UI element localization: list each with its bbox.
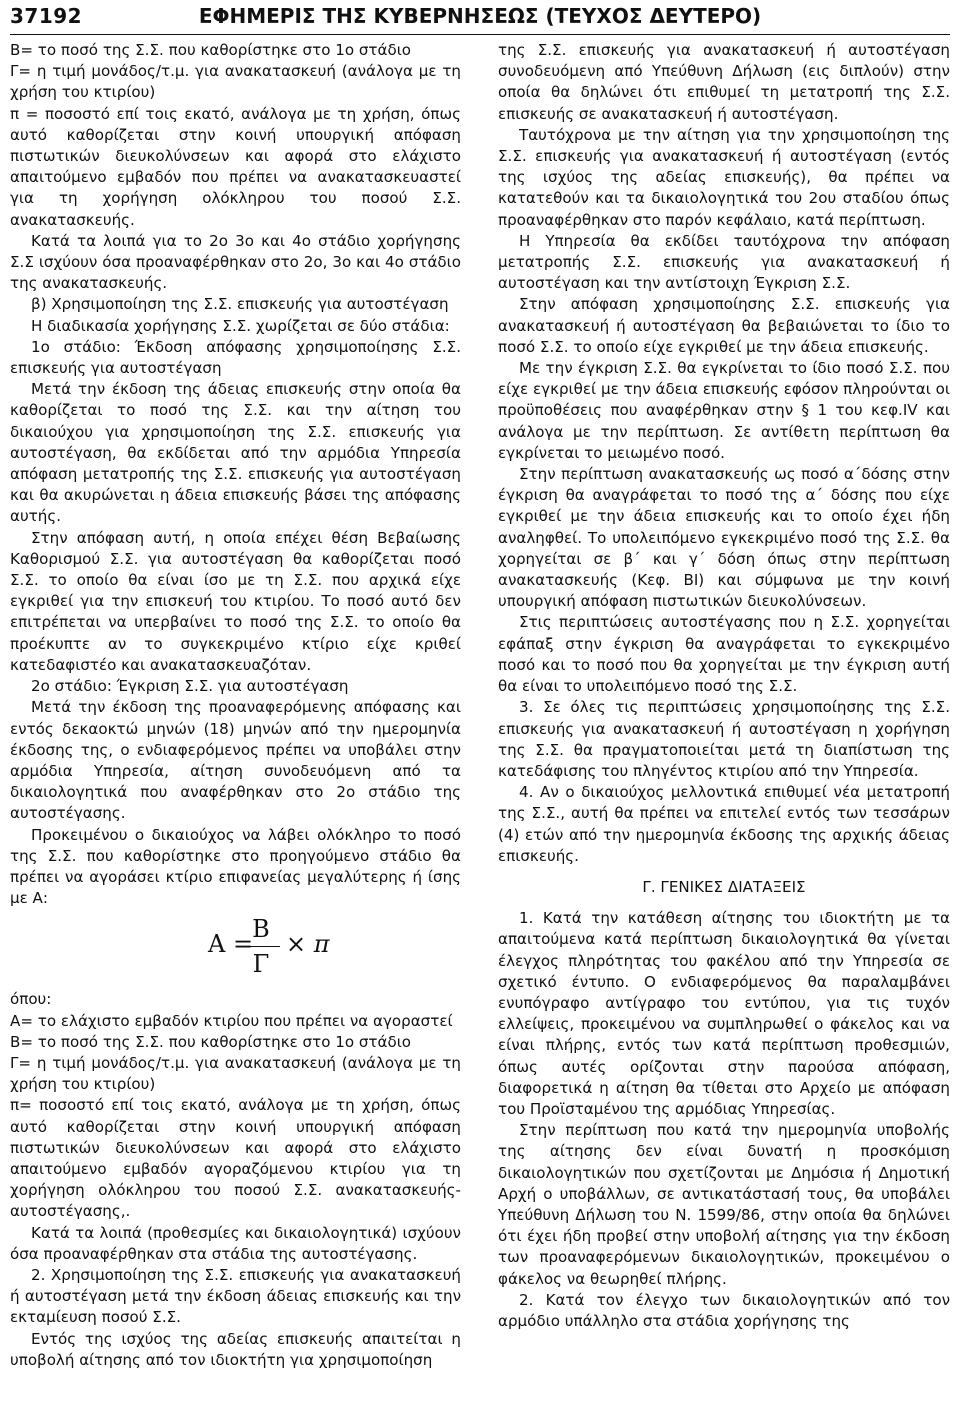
paragraph: Στην απόφαση αυτή, η οποία επέχει θέση Βεβαίωσης Καθορισμού Σ.Σ. για αυτοστέγαση θα καθορίζεται ποσό Σ.Σ. το οποίο θα είναι ίσο με τη Σ.Σ. που αρχικά είχε εγκριθεί για την επισκευή του κτιρίου. Το ποσό αυτό δεν επιτρέπεται να υπερβαίνει το ποσό της Σ.Σ. το οποίο θα προέκυπτε αν το συγκεκριμένο κτίριο είχε κριθεί κατεδαφιστέο και ανακατασκευαζόταν. [10,528,461,674]
fraction-bar [242,946,280,947]
formula-numerator: Β [252,915,270,944]
paragraph: 3. Σε όλες τις περιπτώσεις χρησιμοποίησης της Σ.Σ. επισκευής για ανακατασκευή ή αυτοστέγαση η χορήγηση της Σ.Σ. θα πραγματοποιείται μετά τη διαπίστωση της κατεδάφισης του πληγέντος κτιρίου από την Υπηρεσία. [498,698,950,780]
paragraph: όπου: [10,990,52,1009]
paragraph: Στις περιπτώσεις αυτοστέγασης που η Σ.Σ. χορηγείται εφάπαξ στην έγκριση θα αναγράφεται το εγκεκριμένο ποσό και το ποσό που θα χορηγείται με την έγκριση αυτή θα είναι το υπολειπόμενο ποσό της Σ.Σ. [498,613,950,696]
paragraph: 4. Αν ο δικαιούχος μελλοντικά επιθυμεί νέα μετατροπή της Σ.Σ., αυτή θα πρέπει να επιτελεί εντός των τεσσάρων (4) ετών από την ημερομηνία έκδοσης της αρχικής άδειας επισκευής. [498,783,950,865]
section-heading: 2. Χρησιμοποίηση της Σ.Σ. επισκευής για ανακατασκευή ή αυτοστέγαση μετά την έκδοση άδειας επισκευής και την εκταμίευση ποσού Σ.Σ. [10,1265,461,1327]
stage-heading: 2ο στάδιο: Έγκριση Σ.Σ. για αυτοστέγαση [31,677,349,696]
left-column [10,40,461,1371]
paragraph: Γ= η τιμή μονάδος/τ.μ. για ανακατασκευή (ανάλογα με τη χρήση του κτιρίου) [10,1053,461,1094]
paragraph: Μετά την έκδοση της προαναφερόμενης απόφασης και εντός δεκαοκτώ μηνών (18) μηνών από την ημερομηνία έκδοσης της, ο ενδιαφερόμενος πρέπει να υποβάλει στην αρμόδια Υπηρεσία, αίτηση συνοδευόμενη από τα δικαιολογητικά που αναφέρθηκαν στο 2ο στάδιο της αυτοστέγασης. [10,698,461,823]
paragraph: 2. Κατά τον έλεγχο των δικαιολογητικών από τον αρμόδιο υπάλληλο στα στάδια χορήγησης της [498,1290,950,1330]
formula-denominator: Γ [252,950,270,979]
paragraph: Η διαδικασία χορήγησης Σ.Σ. χωρίζεται σε δύο στάδια: [31,316,450,335]
paragraph: Κατά τα λοιπά για το 2ο 3ο και 4ο στάδιο χορήγησης Σ.Σ ισχύουν όσα προαναφέρθηκαν στο 2ο, 3ο και 4ο στάδιο της ανακατασκευής. [10,231,461,293]
paragraph: Στην περίπτωση ανακατασκευής ως ποσό α΄δόσης στην έγκριση θα αναγράφεται το ποσό της α΄ δόσης που είχε εγκριθεί με την άδεια επισκευής και το οποίο έχει ήδη αναληφθεί. Το υπολειπόμενο εγκεκριμένο ποσό της Σ.Σ. θα χορηγείται σε β΄ και γ΄ δόση όπως στην περίπτωση ανακατασκευής (Κεφ. ΒΙ) και σύμφωνα με την κοινή υπουργική απόφαση πιστωτικών διευκολύνσεων. [498,465,950,611]
formula-rhs: × π [286,930,330,959]
paragraph: της Σ.Σ. επισκευής για ανακατασκευή ή αυτοστέγαση συνοδευόμενη από Υπεύθυνη Δήλωση (εις διπλούν) στην οποία θα δηλώνει ότι επιθυμεί τη μετατροπή της Σ.Σ. επισκευής σε ανακατασκευή ή αυτοστέγαση. [498,41,950,123]
paragraph: Μετά την έκδοση της άδειας επισκευής στην οποία θα καθορίζεται το ποσό της Σ.Σ. και την αίτηση του δικαιούχου για χρησιμοποίηση της Σ.Σ. επισκευής για αυτοστέγαση, θα εκδίδεται από την αρμόδια Υπηρεσία απόφαση μετατροπής της Σ.Σ. επισκευής για αυτοστέγαση και θα ακυρώνεται η άδεια επισκευής βάσει της απόφασης αυτής. [10,380,461,526]
paragraph: Β= το ποσό της Σ.Σ. που καθορίστηκε στο 1ο στάδιο [10,41,412,59]
paragraph: Η Υπηρεσία θα εκδίδει ταυτόχρονα την απόφαση μετατροπής Σ.Σ. επισκευής για ανακατασκευή ή αυτοστέγαση και την αντίστοιχη Έγκριση Σ.Σ. [498,231,950,293]
paragraph: Εντός της ισχύος της αδείας επισκευής απαιτείται η υποβολή αίτησης από τον ιδιοκτήτη για χρησιμοποίηση [10,1329,461,1369]
header-divider [10,34,950,35]
gazette-title: ΕΦΗΜΕΡΙΣ ΤΗΣ ΚΥΒΕΡΝΗΣΕΩΣ (ΤΕΥΧΟΣ ΔΕΥΤΕΡΟ) [198,4,762,28]
page-header [10,4,950,34]
section-title: Γ. ΓΕΝΙΚΕΣ ΔΙΑΤΑΞΕΙΣ [642,877,806,896]
paragraph: Ταυτόχρονα με την αίτηση για την χρησιμοποίηση της Σ.Σ. επισκευής για ανακατασκευή ή αυτοστέγαση (εντός της ισχύος της αδείας επισκευής), θα πρέπει να κατατεθούν και τα δικαιολογητικά του 2ου σταδίου όπως προαναφέρθηκαν στο παρόν κεφάλαιο, κατά περίπτωση. [498,125,950,229]
formula-lhs: Α = [208,930,254,959]
paragraph: Με την έγκριση Σ.Σ. θα εγκρίνεται το ίδιο ποσό Σ.Σ. που είχε εγκριθεί με την άδεια επισκευής εφόσον πληρούνται οι προϋποθέσεις που αναφέρθηκαν στην § 1 του κεφ.IV και ανάλογα με την περίπτωση. Σε αντίθετη περίπτωση θα εγκρίνεται το μειωμένο ποσό. [498,359,950,462]
paragraph: π = ποσοστό επί τοις εκατό, ανάλογα με τη χρήση, όπως αυτό καθορίζεται στην κοινή υπουργική απόφαση πιστωτικών διευκολύνσεων και αφορά στο ελάχιστο απαιτούμενο εμβαδόν που πρέπει να ανακατασκευαστεί για τη χορήγηση ολόκληρου του ποσού Σ.Σ. ανακατασκευής. [10,104,461,229]
right-column [498,40,950,1332]
paragraph: Προκειμένου ο δικαιούχος να λάβει ολόκληρο το ποσό της Σ.Σ. που καθορίστηκε στο προηγούμενο στάδιο θα πρέπει να αγοράσει κτίριο επιφανείας μεγαλύτερης ή ίσης με Α: [10,825,461,908]
paragraph: Γ= η τιμή μονάδος/τ.μ. για ανακατασκευή (ανάλογα με τη χρήση του κτιρίου) [10,62,461,102]
stage-heading: 1ο στάδιο: Έκδοση απόφασης χρησιμοποίησης Σ.Σ. επισκευής για αυτοστέγαση [10,337,461,378]
formula-fraction [242,914,280,979]
paragraph: Α= το ελάχιστο εμβαδόν κτιρίου που πρέπει να αγοραστεί [10,1011,453,1030]
paragraph: Κατά τα λοιπά (προθεσμίες και δικαιολογητικά) ισχύουν όσα προαναφέρθηκαν στα στάδια της αυτοστέγασης. [10,1223,461,1263]
page-number: 37192 [10,4,83,28]
paragraph: Β= το ποσό της Σ.Σ. που καθορίστηκε στο 1ο στάδιο [10,1032,412,1051]
paragraph: Στην περίπτωση που κατά την ημερομηνία υποβολής της αίτησης δεν είναι δυνατή η προσκόμιση δικαιολογητικών που σχετίζονται με Δημόσια ή Δημοτική Αρχή ο υποβάλλων, σε αντικατάστασή τους, θα υποβάλει Υπεύθυνη Δήλωση του Ν. 1599/86, στην οποία θα δηλώνει ότι έχει ήδη προβεί στην υποβολή αίτησης για την έκδοση των προαναφερόμενων δικαιολογητικών, προκειμένου ο φάκελος να θεωρηθεί πλήρης. [498,1121,950,1288]
paragraph: π= ποσοστό επί τοις εκατό, ανάλογα με τη χρήση, όπως αυτό καθορίζεται στην κοινή υπουργική απόφαση πιστωτικών διευκολύνσεων και αφορά στο ελάχιστο απαιτούμενο εμβαδόν αγοραζόμενου κτιρίου για τη χορήγηση ολόκληρου του ποσού Σ.Σ. ανακατασκευής-αυτοστέγασης,. [10,1096,461,1221]
area-formula [10,909,461,989]
section-heading: β) Χρησιμοποίηση της Σ.Σ. επισκευής για αυτοστέγαση [31,295,449,314]
paragraph: 1. Κατά την κατάθεση αίτησης του ιδιοκτήτη με τα απαιτούμενα κατά περίπτωση δικαιολογητικά θα γίνεται έλεγχος πληρότητας του φακέλου από την Υπηρεσία σε σχετικό έντυπο. Ο ενδιαφερόμενος θα παραλαμβάνει ενυπόγραφο αντίγραφο του εντύπου, για τις τυχόν ελλείψεις, προκειμένου να συμπληρωθεί ο φάκελος και να είναι πλήρης, εντός των κατά περίπτωση προθεσμιών, όπως αυτές ορίζονται στην παρούσα απόφαση, διαφορετικά η αίτηση θα τίθεται στο Αρχείο με απόφαση του Προϊσταμένου της αρμόδιας Υπηρεσίας. [498,909,950,1118]
paragraph: Στην απόφαση χρησιμοποίησης Σ.Σ. επισκευής για ανακατασκευή ή αυτοστέγαση θα βεβαιώνεται το ίδιο το ποσό Σ.Σ. το οποίο είχε εγκριθεί με την άδεια επισκευής. [498,295,950,356]
